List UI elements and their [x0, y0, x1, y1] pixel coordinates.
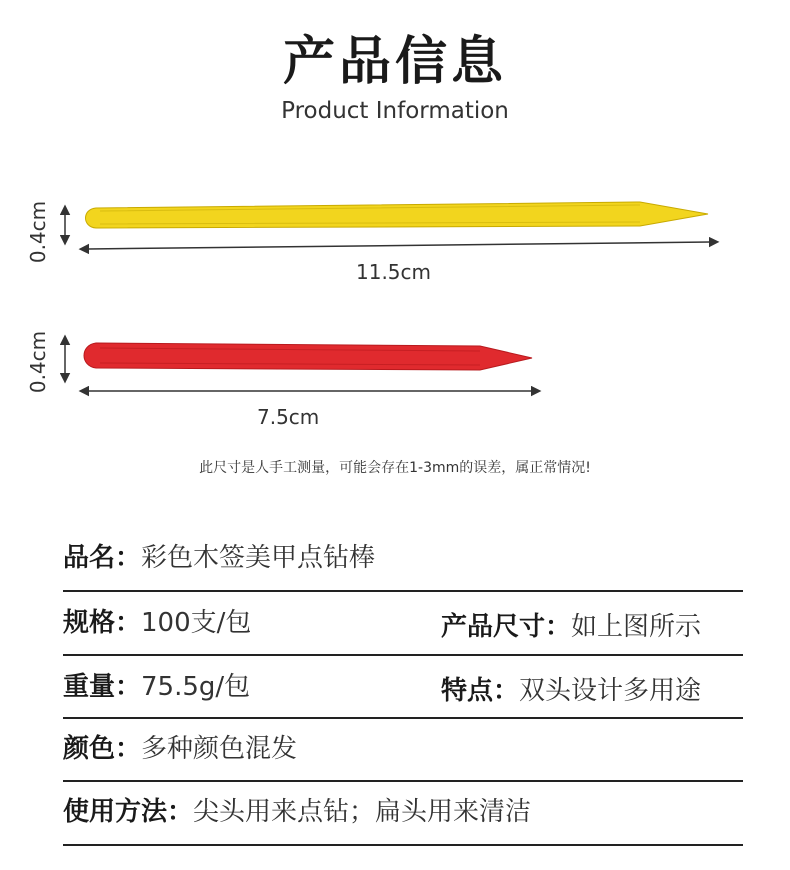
spec-size-value: 如上图所示 — [571, 612, 702, 642]
spec-row-name — [63, 528, 743, 588]
spec-row-usage — [63, 782, 743, 842]
red-length-label: 7.5cm — [257, 405, 320, 429]
yellow-length-arrow — [88, 242, 710, 249]
spec-size-key: 产品尺寸： — [441, 612, 572, 642]
spec-usage-key: 使用方法： — [63, 797, 194, 827]
divider — [63, 654, 743, 656]
spec-color-key: 颜色： — [63, 734, 142, 764]
red-stick — [84, 343, 532, 370]
spec-usage-value: 尖头用来点钻；扁头用来清洁 — [193, 797, 532, 827]
red-width-label: 0.4cm — [26, 330, 50, 394]
spec-color-value: 多种颜色混发 — [141, 734, 298, 764]
yellow-length-label: 11.5cm — [356, 260, 432, 284]
spec-spec-key: 规格： — [63, 608, 142, 638]
spec-feature-key: 特点： — [441, 676, 520, 706]
spec-feature-value: 双头设计多用途 — [519, 676, 702, 706]
spec-name-value: 彩色木签美甲点钻棒 — [141, 543, 376, 573]
divider — [63, 844, 743, 846]
spec-row-spec — [63, 593, 743, 653]
spec-weight-value: 75.5g/包 — [141, 672, 251, 702]
measurement-note: 此尺寸是人手工测量，可能会存在1-3mm的误差，属正常情况! — [199, 460, 591, 476]
spec-row-weight — [63, 657, 743, 717]
spec-spec-value: 100支/包 — [141, 608, 252, 638]
yellow-width-label: 0.4cm — [26, 200, 50, 264]
spec-row-color — [63, 719, 743, 779]
page-title: 产品信息 — [282, 32, 507, 92]
page-subtitle: Product Information — [281, 98, 509, 124]
divider — [63, 590, 743, 592]
spec-weight-key: 重量： — [63, 672, 142, 702]
spec-name-key: 品名： — [63, 543, 142, 573]
